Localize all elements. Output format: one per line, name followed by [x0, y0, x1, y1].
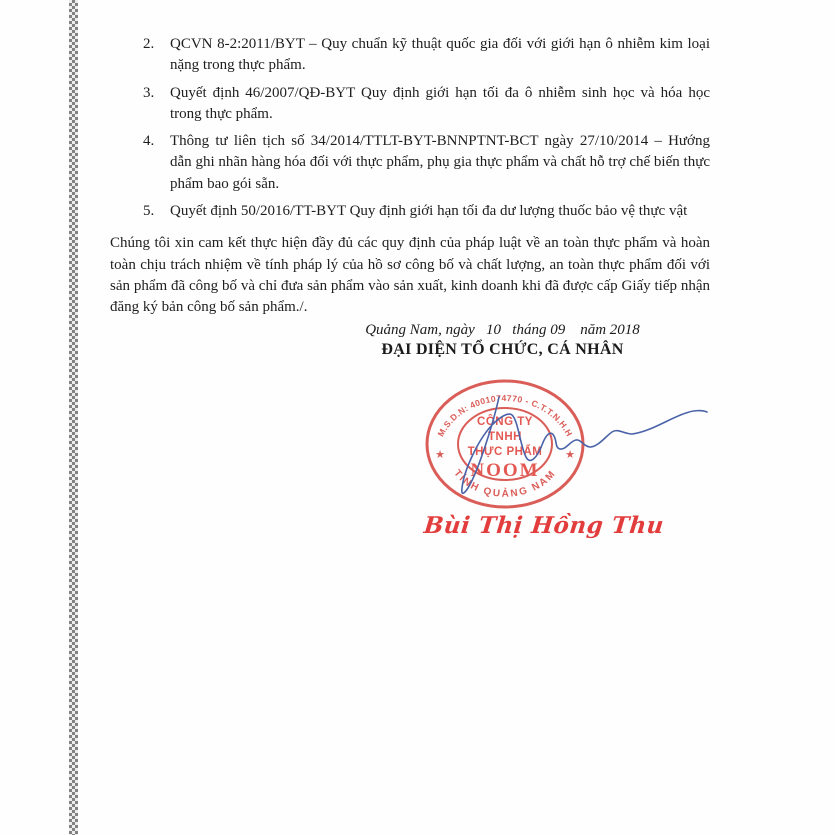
stamp-company-line4: NOOM: [470, 460, 540, 481]
item-text: Quyết định 50/2016/TT-BYT Quy định giới hạn tối đa dư lượng thuốc bảo vệ thực vật: [170, 203, 688, 220]
commitment-paragraph: Chúng tôi xin cam kết thực hiện đầy đủ các quy định của pháp luật về an toàn thực phẩm và hoàn toàn chịu trách nhiệm về tính pháp lý của hồ sơ công bố và chất lượng, an toàn thực phẩm đối với sản phẩm đã công bố và chỉ đưa sản phẩm vào sản xuất, kinh doanh khi đã được cấp Giấy tiếp nhận đăng ký bản công bố sản phẩm./.: [110, 235, 710, 316]
list-item: [143, 83, 710, 126]
list-item: [143, 34, 710, 77]
list-item: [143, 131, 710, 195]
signature-block: [330, 322, 675, 359]
stamp-company-line2: TNHH: [488, 431, 522, 443]
star-icon-left: ★: [435, 449, 445, 461]
item-number: 2.: [143, 36, 155, 52]
list-item: [143, 201, 710, 222]
signer-name-script: Bùi Thị Hồng Thu: [422, 512, 666, 539]
date-location-line: Quảng Nam, ngày 10 tháng 09 năm 2018: [365, 322, 640, 338]
document-body: [110, 34, 710, 319]
item-text: Thông tư liên tịch số 34/2014/TTLT-BYT-BNNPTNT-BCT ngày 27/10/2014 – Hướng dẫn ghi nhãn hàng hóa đối với thực phẩm, phụ gia thực phẩm và chất hỗ trợ chế biến thực phẩm bao gói sẵn.: [170, 133, 710, 192]
reference-list: [143, 34, 710, 222]
item-number: 5.: [143, 203, 155, 220]
signer-title: ĐẠI DIỆN TỔ CHỨC, CÁ NHÂN: [381, 341, 624, 358]
stamp-company-line1: CÔNG TY: [477, 416, 533, 428]
stamp-company-line3: THỰC PHẨM: [467, 446, 543, 458]
item-text: QCVN 8-2:2011/BYT – Quy chuẩn kỹ thuật quốc gia đối với giới hạn ô nhiễm kim loại nặng trong thực phẩm.: [170, 36, 710, 74]
binding-edge-strip: [69, 0, 78, 835]
item-number: 4.: [143, 133, 155, 150]
star-icon-right: ★: [565, 449, 575, 461]
item-text: Quyết định 46/2007/QĐ-BYT Quy định giới hạn tối đa ô nhiễm sinh học và hóa học trong thực phẩm.: [170, 84, 710, 122]
stamp-top-arc-text: M.S.D.N: 4001074770 - C.T.T.N.H.H: [435, 392, 575, 439]
stamp-bottom-arc-text: TỈNH QUẢNG NAM: [451, 467, 559, 500]
item-number: 3.: [143, 84, 155, 101]
